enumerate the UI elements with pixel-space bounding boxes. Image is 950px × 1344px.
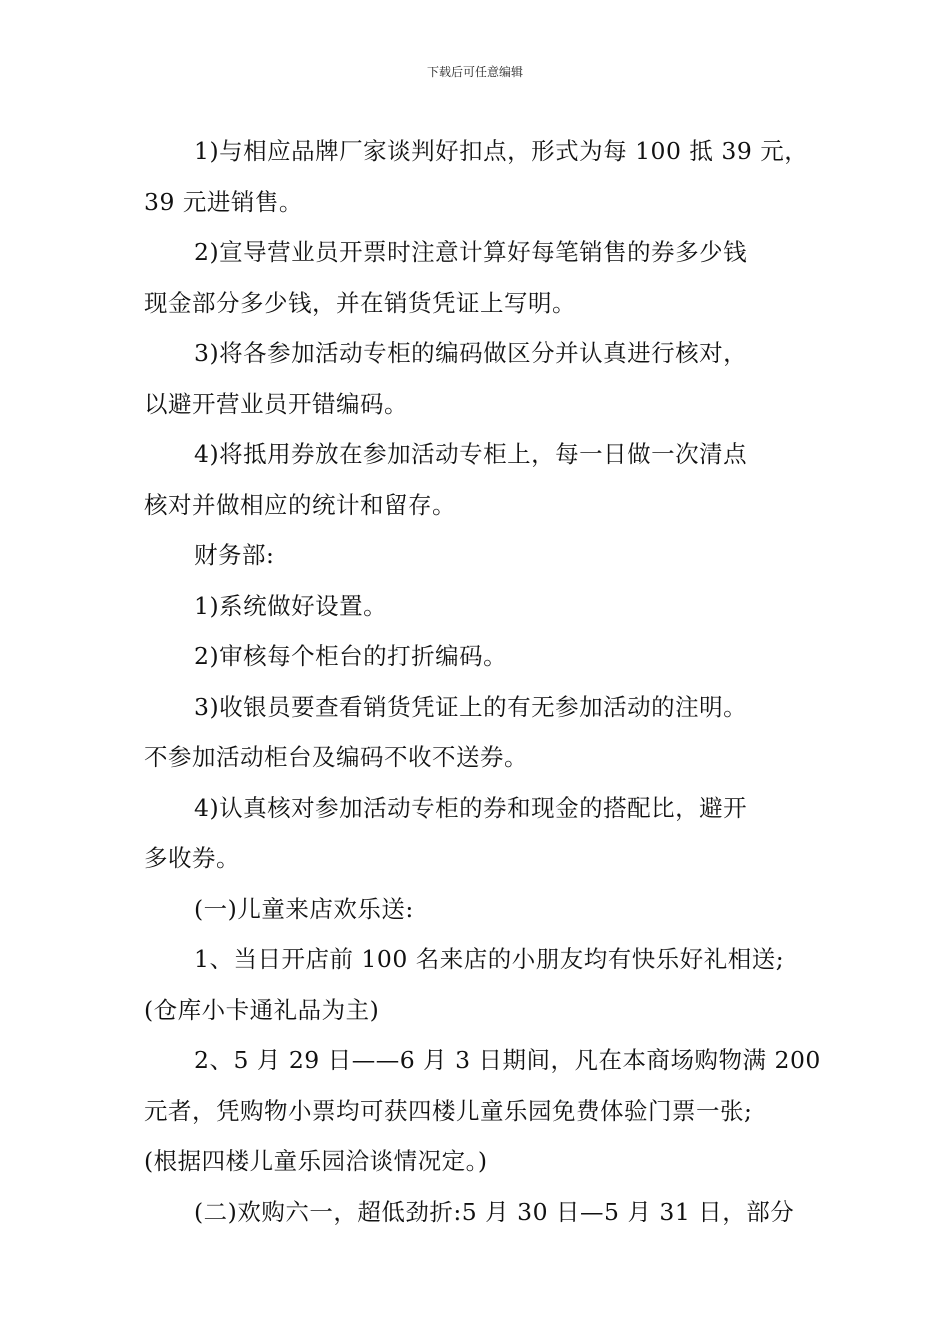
page-header: 下载后可任意编辑 [426, 65, 523, 79]
text-line: 2)审核每个柜台的打折编码。 [194, 642, 508, 670]
section-heading: 财务部: [194, 541, 275, 569]
text-line: 4)将抵用券放在参加活动专柜上，每一日做一次清点 [194, 440, 748, 468]
text-line: 2)宣导营业员开票时注意计算好每笔销售的券多少钱 [194, 238, 748, 266]
text-line: 3)收银员要查看销货凭证上的有无参加活动的注明。 [194, 692, 748, 721]
text-line: 1、当日开店前 100 名来店的小朋友均有快乐好礼相送; [194, 945, 785, 973]
text-line: 1)系统做好设置。 [194, 591, 388, 620]
text-line: 现金部分多少钱，并在销货凭证上写明。 [144, 288, 576, 317]
text-line: 以避开营业员开错编码。 [144, 389, 408, 418]
text-line: 2、5 月 29 日——6 月 3 日期间，凡在本商场购物满 200 [194, 1046, 821, 1074]
section-heading: (一)儿童来店欢乐送: [194, 894, 414, 923]
text-line: (根据四楼儿童乐园洽谈情况定。) [144, 1147, 488, 1175]
text-line: 核对并做相应的统计和留存。 [144, 490, 456, 519]
text-line: 多收券。 [144, 844, 240, 872]
text-line: 4)认真核对参加活动专柜的券和现金的搭配比，避开 [194, 793, 748, 822]
document-body [144, 126, 821, 1237]
text-line: (仓库小卡通礼品为主) [144, 995, 380, 1024]
text-line: 3)将各参加活动专柜的编码做区分并认真进行核对， [194, 339, 748, 367]
text-line: 不参加活动柜台及编码不收不送券。 [144, 743, 528, 771]
section-heading: (二)欢购六一，超低劲折:5 月 30 日—5 月 31 日，部分 [194, 1197, 795, 1226]
text-line: 39 元进销售。 [144, 187, 303, 216]
text-line: 1)与相应品牌厂家谈判好扣点，形式为每 100 抵 39 元， [194, 137, 809, 165]
text-line: 元者，凭购物小票均可获四楼儿童乐园免费体验门票一张; [144, 1096, 753, 1125]
